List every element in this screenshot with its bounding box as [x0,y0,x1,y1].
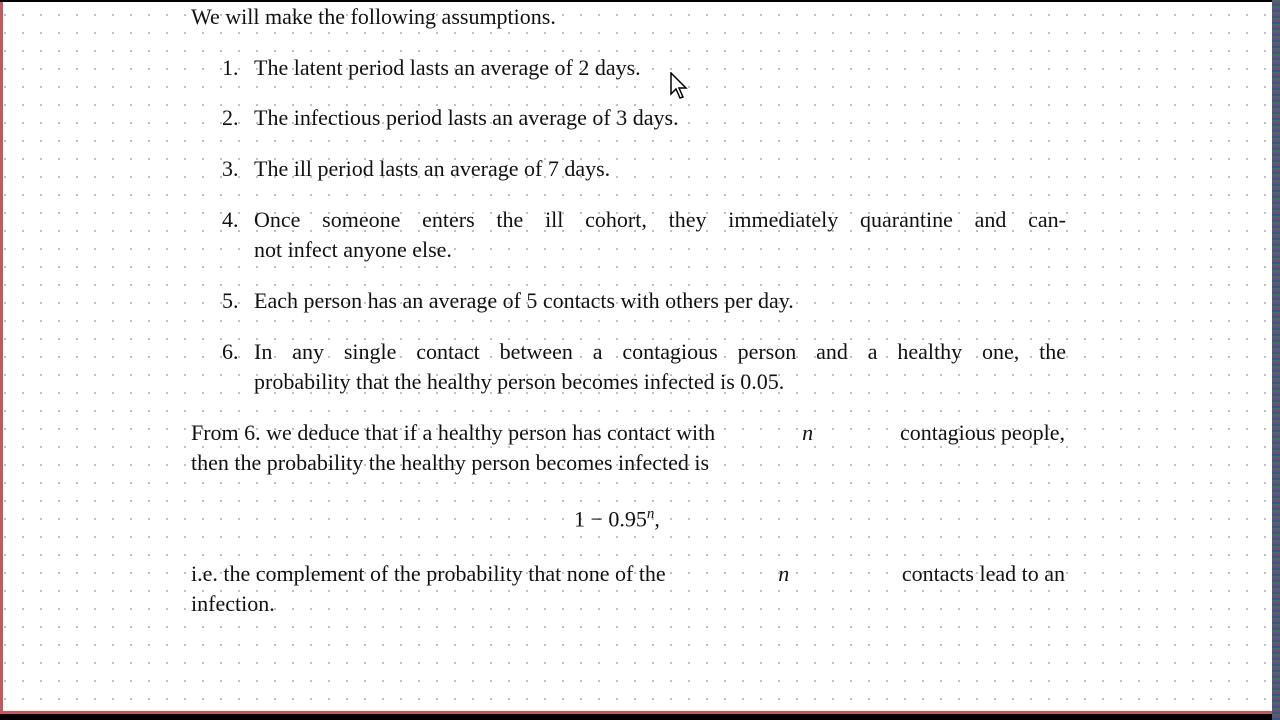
formula [574,506,660,532]
formula-exponent: n [646,506,655,522]
complement-line-1 [191,561,1065,587]
item-number: 1. [222,55,239,80]
mouse-pointer-icon [670,72,688,100]
list-item: Once someone enters the ill cohort, they immediately quarantine and can- [254,207,1066,232]
intro-text: We will make the following assumptions. [191,4,556,29]
text: From 6. we deduce that if a healthy person has contact with [191,420,716,445]
list-item: The infectious period lasts an average of 3 days. [254,105,679,130]
list-item: The ill period lasts an average of 7 days. [254,156,611,181]
complement-line-2: infection. [191,591,275,616]
math-variable: n [802,420,814,445]
list-item: The latent period lasts an average of 2 days. [254,55,641,80]
item-number: 5. [222,288,239,313]
deduce-line-1 [191,420,1065,446]
math-variable: n [778,561,790,586]
deduce-line-2: then the probability the healthy person becomes infected is [191,450,710,475]
text: i.e. the complement of the probability that none of the [191,561,666,586]
formula-base: 1 − 0.95 [574,506,647,532]
item-number: 3. [222,156,239,181]
item-number: 2. [222,105,239,130]
text: contacts lead to an [901,561,1065,586]
list-item-continuation: not infect anyone else. [254,237,452,262]
text: contagious people, [900,420,1065,445]
list-item: Each person has an average of 5 contacts with others per day. [254,288,794,313]
item-number: 4. [222,207,239,232]
list-item: In any single contact between a contagious person and a healthy one, the [254,339,1066,364]
formula-comma: , [654,506,660,532]
item-number: 6. [222,339,239,364]
window-edge [1272,0,1280,720]
list-item-continuation: probability that the healthy person becomes infected is 0.05. [254,369,785,394]
document-page [0,2,1272,714]
